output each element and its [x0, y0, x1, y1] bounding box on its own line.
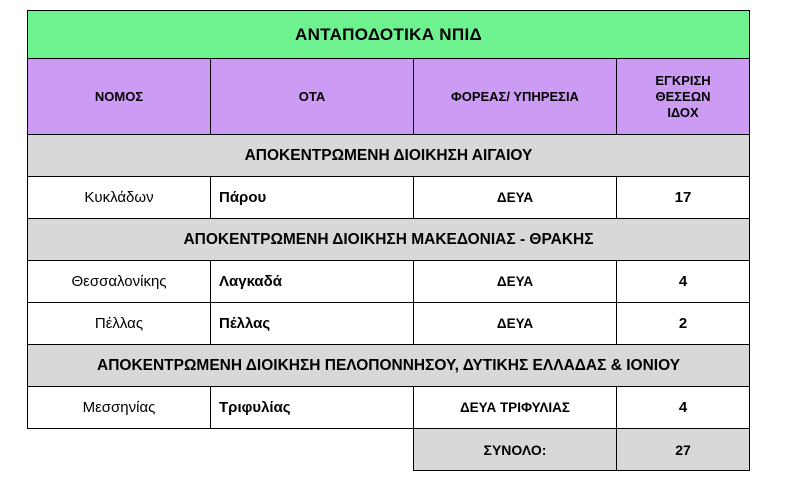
table-row — [28, 177, 750, 219]
cell-nomos: Μεσσηνίας — [28, 387, 211, 429]
region-row — [28, 345, 750, 387]
total-row — [28, 429, 750, 471]
header-egkrisi-line-2: ΘΕΣΕΩΝ — [655, 88, 711, 104]
cell-count: 17 — [617, 177, 750, 219]
cell-nomos: Κυκλάδων — [28, 177, 211, 219]
header-nomos: ΝΟΜΟΣ — [28, 59, 211, 135]
table-header-row — [28, 59, 750, 135]
header-egkrisi — [617, 59, 750, 135]
cell-count: 4 — [617, 261, 750, 303]
table-row — [28, 303, 750, 345]
header-ota: ΟΤΑ — [211, 59, 414, 135]
cell-foreas: ΔΕΥΑ — [414, 177, 617, 219]
cell-ota: Πέλλας — [211, 303, 414, 345]
region-row — [28, 219, 750, 261]
header-foreas: ΦΟΡΕΑΣ/ ΥΠΗΡΕΣΙΑ — [414, 59, 617, 135]
total-value: 27 — [617, 429, 750, 471]
cell-ota: Λαγκαδά — [211, 261, 414, 303]
region-name: ΑΠΟΚΕΝΤΡΩΜΕΝΗ ΔΙΟΙΚΗΣΗ ΠΕΛΟΠΟΝΝΗΣΟΥ, ΔΥΤΙΚΗΣ ΕΛΛΑΔΑΣ & ΙΟΝΙΟΥ — [28, 345, 750, 387]
npid-table — [27, 10, 750, 471]
table-row — [28, 261, 750, 303]
cell-foreas: ΔΕΥΑ ΤΡΙΦΥΛΙΑΣ — [414, 387, 617, 429]
table-title-row — [28, 11, 750, 59]
total-spacer — [28, 429, 414, 471]
region-name: ΑΠΟΚΕΝΤΡΩΜΕΝΗ ΔΙΟΙΚΗΣΗ ΜΑΚΕΔΟΝΙΑΣ - ΘΡΑΚΗΣ — [28, 219, 750, 261]
cell-foreas: ΔΕΥΑ — [414, 261, 617, 303]
cell-ota: Πάρου — [211, 177, 414, 219]
cell-nomos: Θεσσαλονίκης — [28, 261, 211, 303]
cell-ota: Τριφυλίας — [211, 387, 414, 429]
total-label: ΣΥΝΟΛΟ: — [414, 429, 617, 471]
cell-nomos: Πέλλας — [28, 303, 211, 345]
table-row — [28, 387, 750, 429]
cell-foreas: ΔΕΥΑ — [414, 303, 617, 345]
region-row — [28, 135, 750, 177]
region-name: ΑΠΟΚΕΝΤΡΩΜΕΝΗ ΔΙΟΙΚΗΣΗ ΑΙΓΑΙΟΥ — [28, 135, 750, 177]
cell-count: 2 — [617, 303, 750, 345]
header-egkrisi-line-3: ΙΔΟΧ — [667, 104, 699, 120]
header-egkrisi-line-1: ΕΓΚΡΙΣΗ — [655, 72, 711, 88]
table-title: ΑΝΤΑΠΟΔΟΤΙΚΑ ΝΠΙΔ — [28, 11, 750, 59]
cell-count: 4 — [617, 387, 750, 429]
